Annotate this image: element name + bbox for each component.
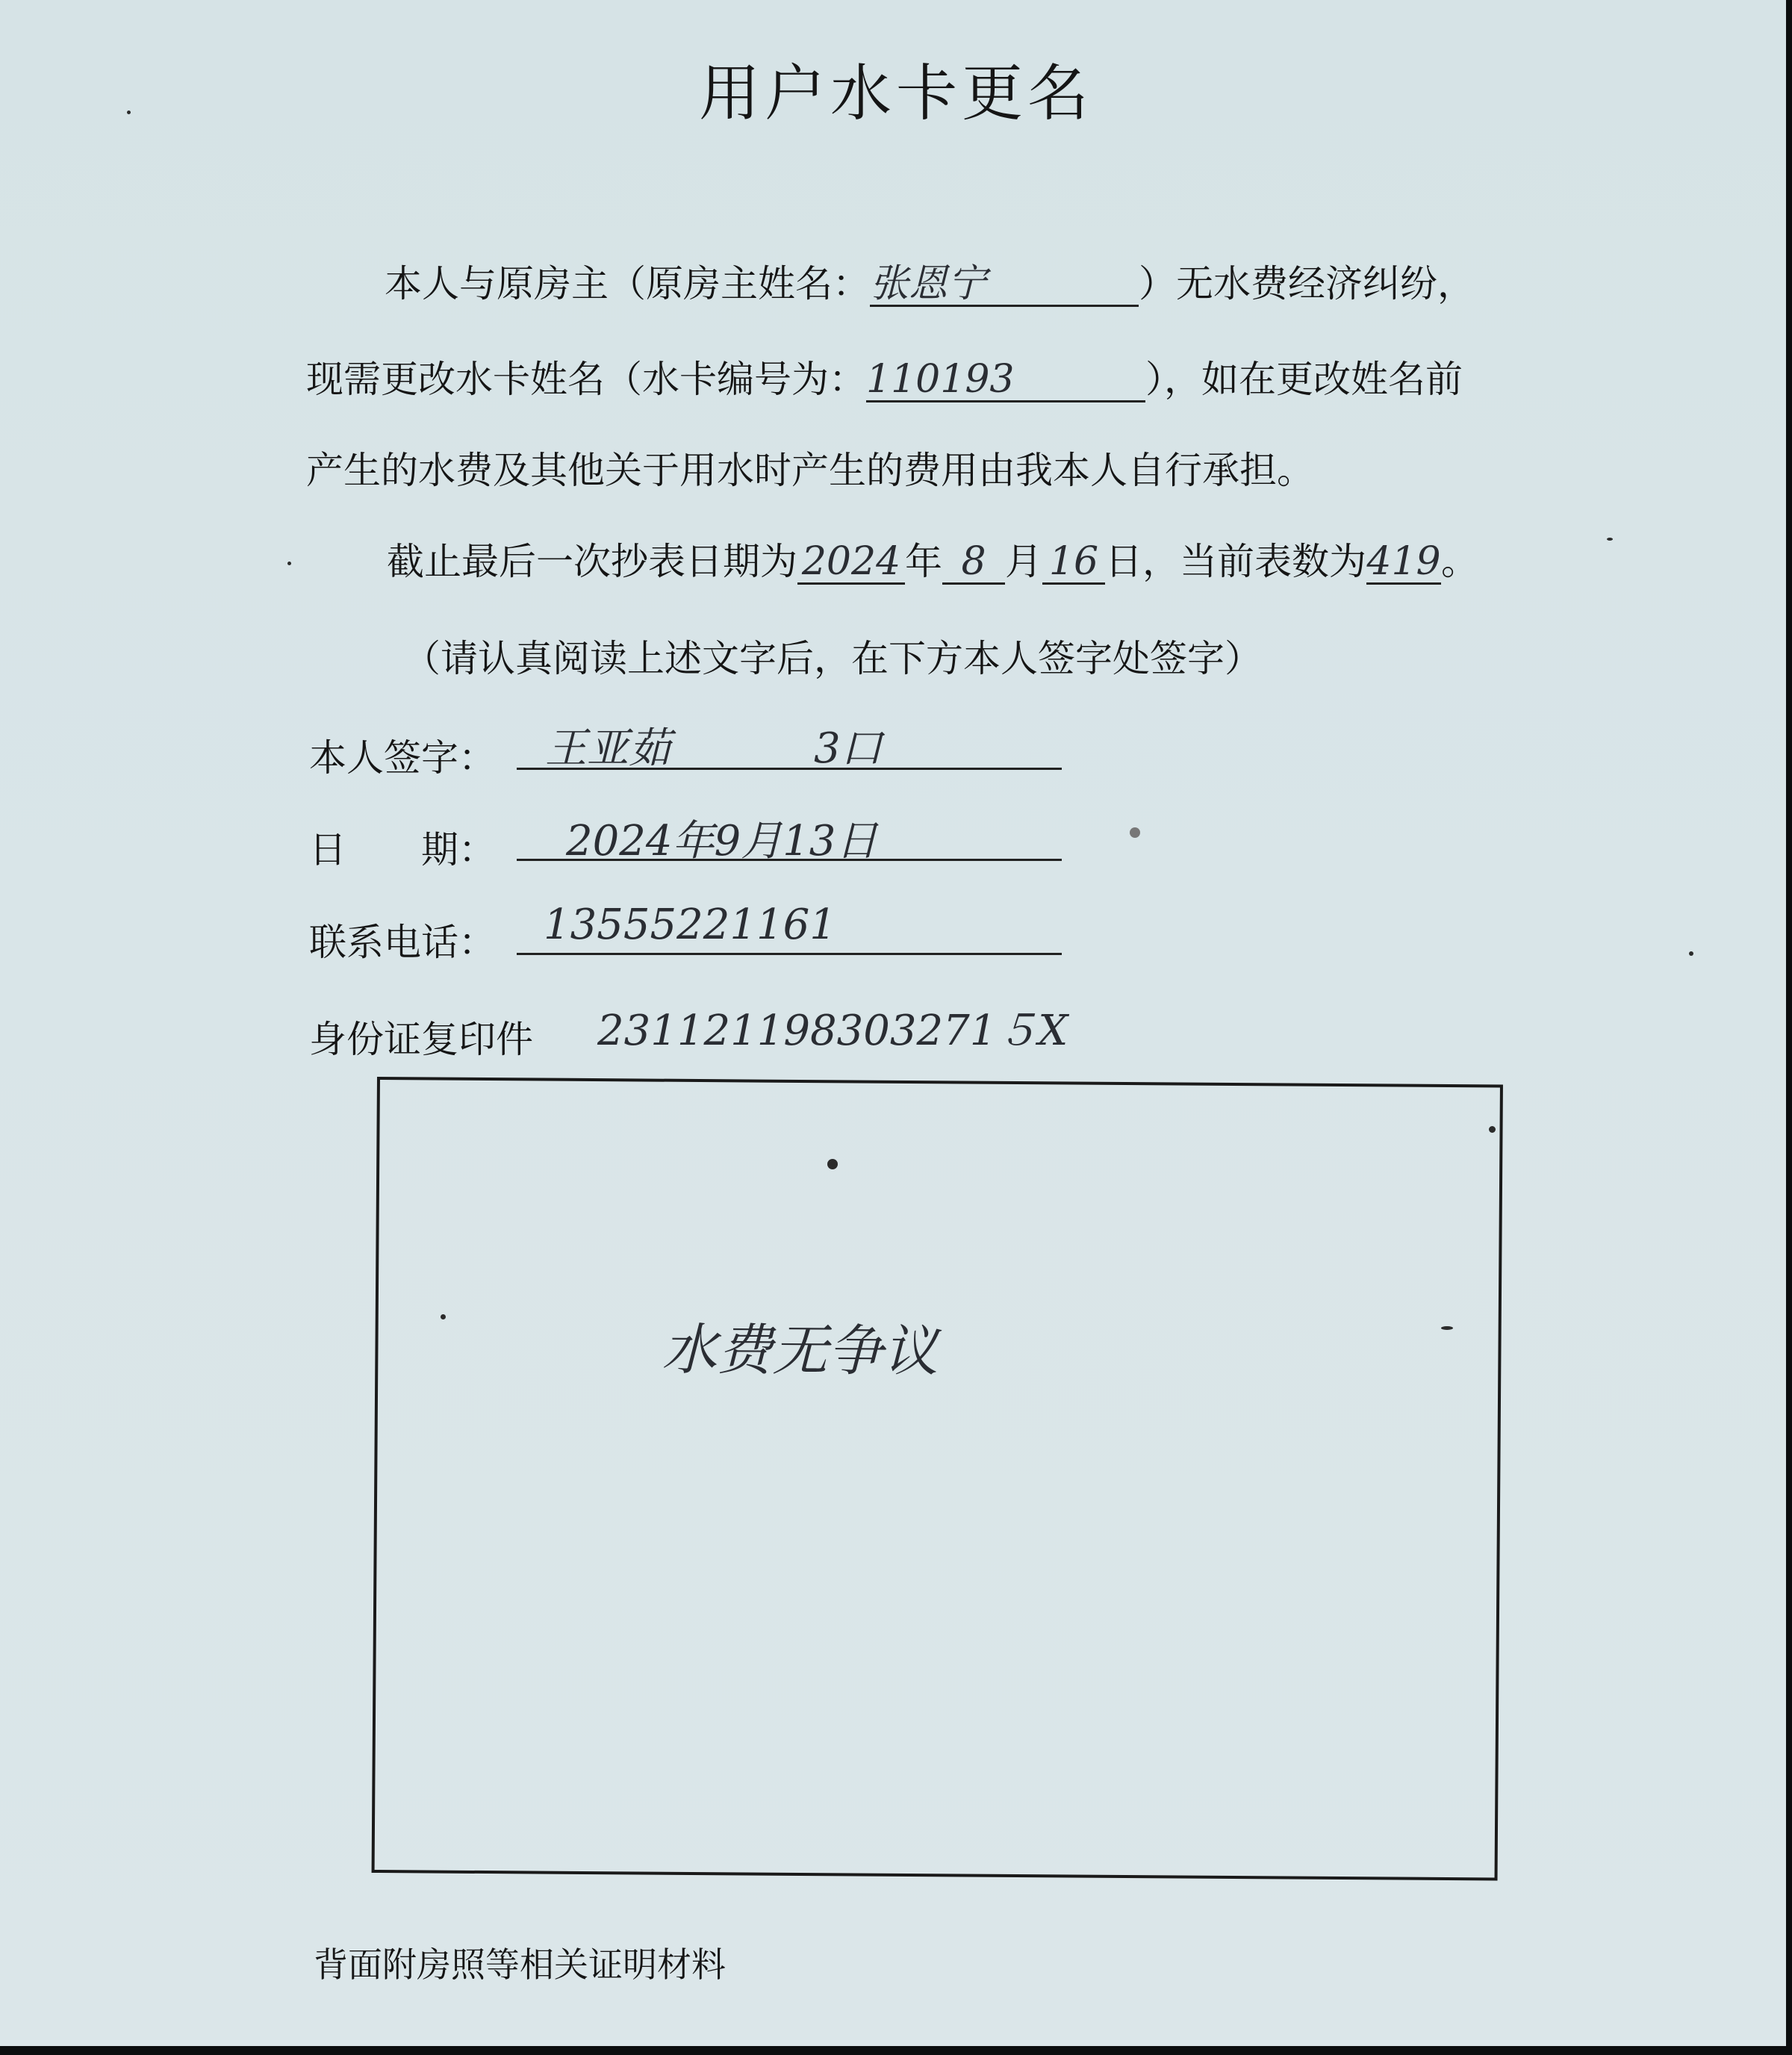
declaration-text: ），如在更改姓名前	[1145, 358, 1463, 401]
declaration-line-1	[385, 254, 1475, 308]
phone-value: 13555221161	[544, 901, 836, 949]
scan-speck	[827, 1159, 838, 1169]
meter-text: 年	[905, 540, 942, 583]
meter-day-value: 16	[1048, 539, 1099, 584]
id-copy-box	[372, 1077, 1503, 1881]
date-label: 日 期：	[309, 828, 496, 871]
box-handwritten-note: 水费无争议	[662, 1317, 939, 1384]
date-underline	[517, 859, 1062, 861]
declaration-line-3: 产生的水费及其他关于用水时产生的费用由我本人自行承担。	[306, 449, 1314, 492]
meter-reading-line	[387, 532, 1478, 585]
meter-month-field	[942, 541, 1005, 585]
scan-speck	[1607, 538, 1613, 541]
meter-reading-value: 419	[1366, 539, 1441, 584]
scan-speck	[127, 111, 131, 114]
scan-speck	[441, 1314, 446, 1319]
meter-text: 截止最后一次抄表日期为	[387, 540, 797, 583]
document-title: 用户水卡更名	[698, 58, 1093, 129]
declaration-line-2	[306, 349, 1463, 403]
declaration-text: ）无水费经济纠纷，	[1139, 262, 1475, 305]
scan-speck	[1441, 1326, 1453, 1330]
footer-note: 背面附房照等相关证明材料	[314, 1944, 726, 1985]
meter-day-field	[1042, 541, 1105, 585]
phone-underline	[517, 953, 1062, 955]
previous-owner-value: 张恩宁	[870, 261, 987, 306]
scan-speck	[1689, 951, 1693, 956]
signature-extra: 3口	[814, 724, 883, 773]
declaration-text: 现需更改水卡姓名（水卡编号为：	[306, 358, 866, 401]
signature-underline	[517, 768, 1062, 770]
scan-speck	[287, 562, 291, 565]
id-number-value: 231121198303271５X	[597, 1007, 1068, 1055]
meter-text: 日，当前表数为	[1105, 540, 1366, 583]
meter-year-field	[797, 541, 905, 585]
meter-text: 。	[1441, 540, 1478, 583]
meter-text: 月	[1005, 540, 1042, 583]
declaration-text: 本人与原房主（原房主姓名：	[385, 262, 870, 305]
phone-label: 联系电话：	[309, 921, 496, 964]
signing-instruction: （请认真阅读上述文字后，在下方本人签字处签字）	[403, 637, 1262, 680]
card-number-value: 110193	[866, 357, 1015, 402]
meter-year-value: 2024	[801, 539, 901, 584]
previous-owner-field	[870, 261, 1139, 307]
signature-label: 本人签字：	[309, 736, 496, 780]
signature-value: 王亚茹	[545, 724, 671, 773]
scan-speck	[1130, 827, 1140, 838]
meter-reading-field	[1366, 541, 1441, 585]
date-value: 2024年9月13日	[566, 817, 878, 865]
card-number-field	[866, 359, 1145, 402]
id-copy-label: 身份证复印件	[309, 1018, 533, 1061]
scan-speck	[1489, 1126, 1496, 1133]
meter-month-value: 8	[961, 539, 986, 584]
